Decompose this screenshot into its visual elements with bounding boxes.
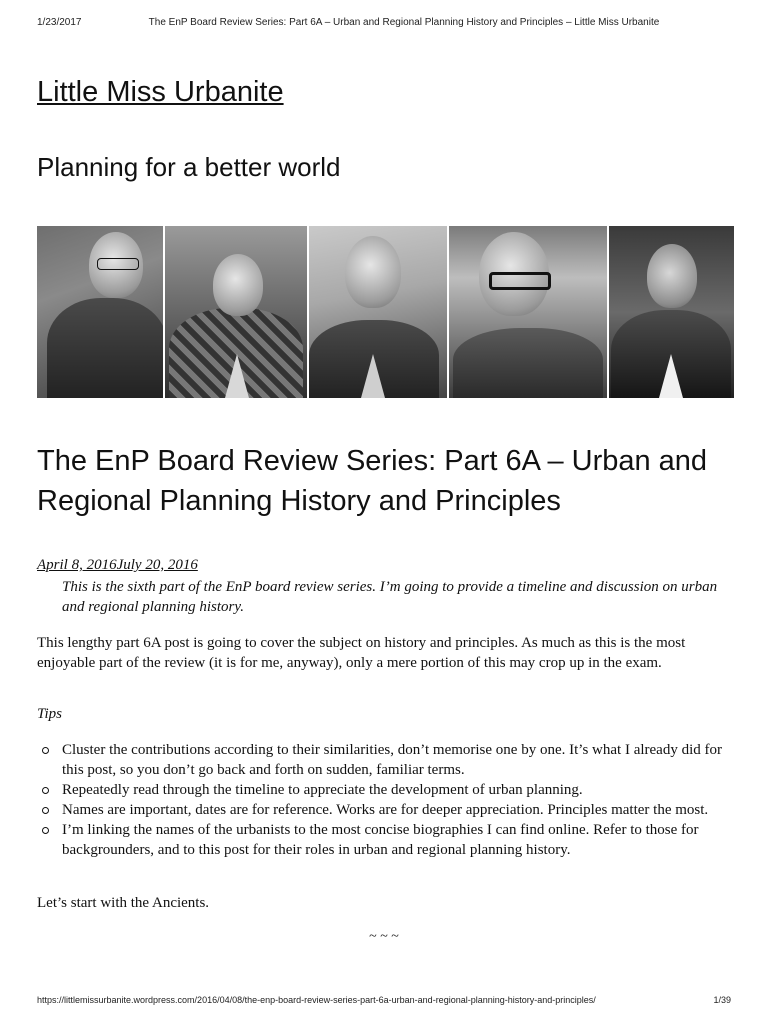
- print-page-number: 1/39: [713, 995, 731, 1005]
- portrait-photo-2: [165, 226, 307, 398]
- post-date-link[interactable]: April 8, 2016July 20, 2016: [37, 557, 198, 573]
- print-url: https://littlemissurbanite.wordpress.com/2016/04/08/the-enp-board-review-series-part-6a-urban-and-regional-planning-history-and-principles/: [37, 995, 596, 1005]
- bullet-icon: [42, 747, 49, 754]
- section-separator: ~ ~ ~: [369, 929, 399, 944]
- post-title: The EnP Board Review Series: Part 6A – Urban and Regional Planning History and Principles: [37, 445, 708, 517]
- print-document-title: The EnP Board Review Series: Part 6A – Urban and Regional Planning History and Principles – Little Miss Urbanite: [148, 17, 660, 28]
- list-item: [37, 820, 734, 860]
- print-date: 1/23/2017: [37, 17, 82, 28]
- post-paragraph: Let’s start with the Ancients.: [37, 895, 210, 911]
- list-item: [37, 800, 734, 820]
- portrait-photo-5: [609, 226, 734, 398]
- site-tagline: Planning for a better world: [37, 152, 341, 182]
- site-title-link[interactable]: Little Miss Urbanite: [37, 76, 284, 108]
- header-banner-image: [37, 226, 734, 398]
- tips-list: [37, 740, 734, 860]
- list-item: [37, 740, 734, 780]
- list-item-text: I’m linking the names of the urbanists to the most concise biographies I can find online. Refer to those for backgrounders, and to this post for their roles in urban and regional planning history.: [62, 822, 699, 858]
- portrait-photo-3: [309, 226, 447, 398]
- bullet-icon: [42, 827, 49, 834]
- portrait-photo-4: [449, 226, 607, 398]
- post-paragraph: This lengthy part 6A post is going to cover the subject on history and principles. As much as this is the most enjoyable part of the review (it is for me, anyway), only a mere portion of this may crop up in the exam.: [37, 635, 686, 671]
- list-item-text: Cluster the contributions according to their similarities, don’t memorise one by one. It’s what I already did for this post, so you don’t go back and forth on sudden, familiar terms.: [62, 742, 722, 778]
- bullet-icon: [42, 807, 49, 814]
- list-item: [37, 780, 734, 800]
- post-intro-quote: This is the sixth part of the EnP board review series. I’m going to provide a timeline and discussion on urban and regional planning history.: [62, 579, 718, 615]
- list-item-text: Names are important, dates are for reference. Works are for deeper appreciation. Principles matter the most.: [62, 802, 709, 818]
- bullet-icon: [42, 787, 49, 794]
- portrait-photo-1: [37, 226, 163, 398]
- tips-label: Tips: [37, 706, 63, 722]
- list-item-text: Repeatedly read through the timeline to appreciate the development of urban planning.: [62, 782, 583, 798]
